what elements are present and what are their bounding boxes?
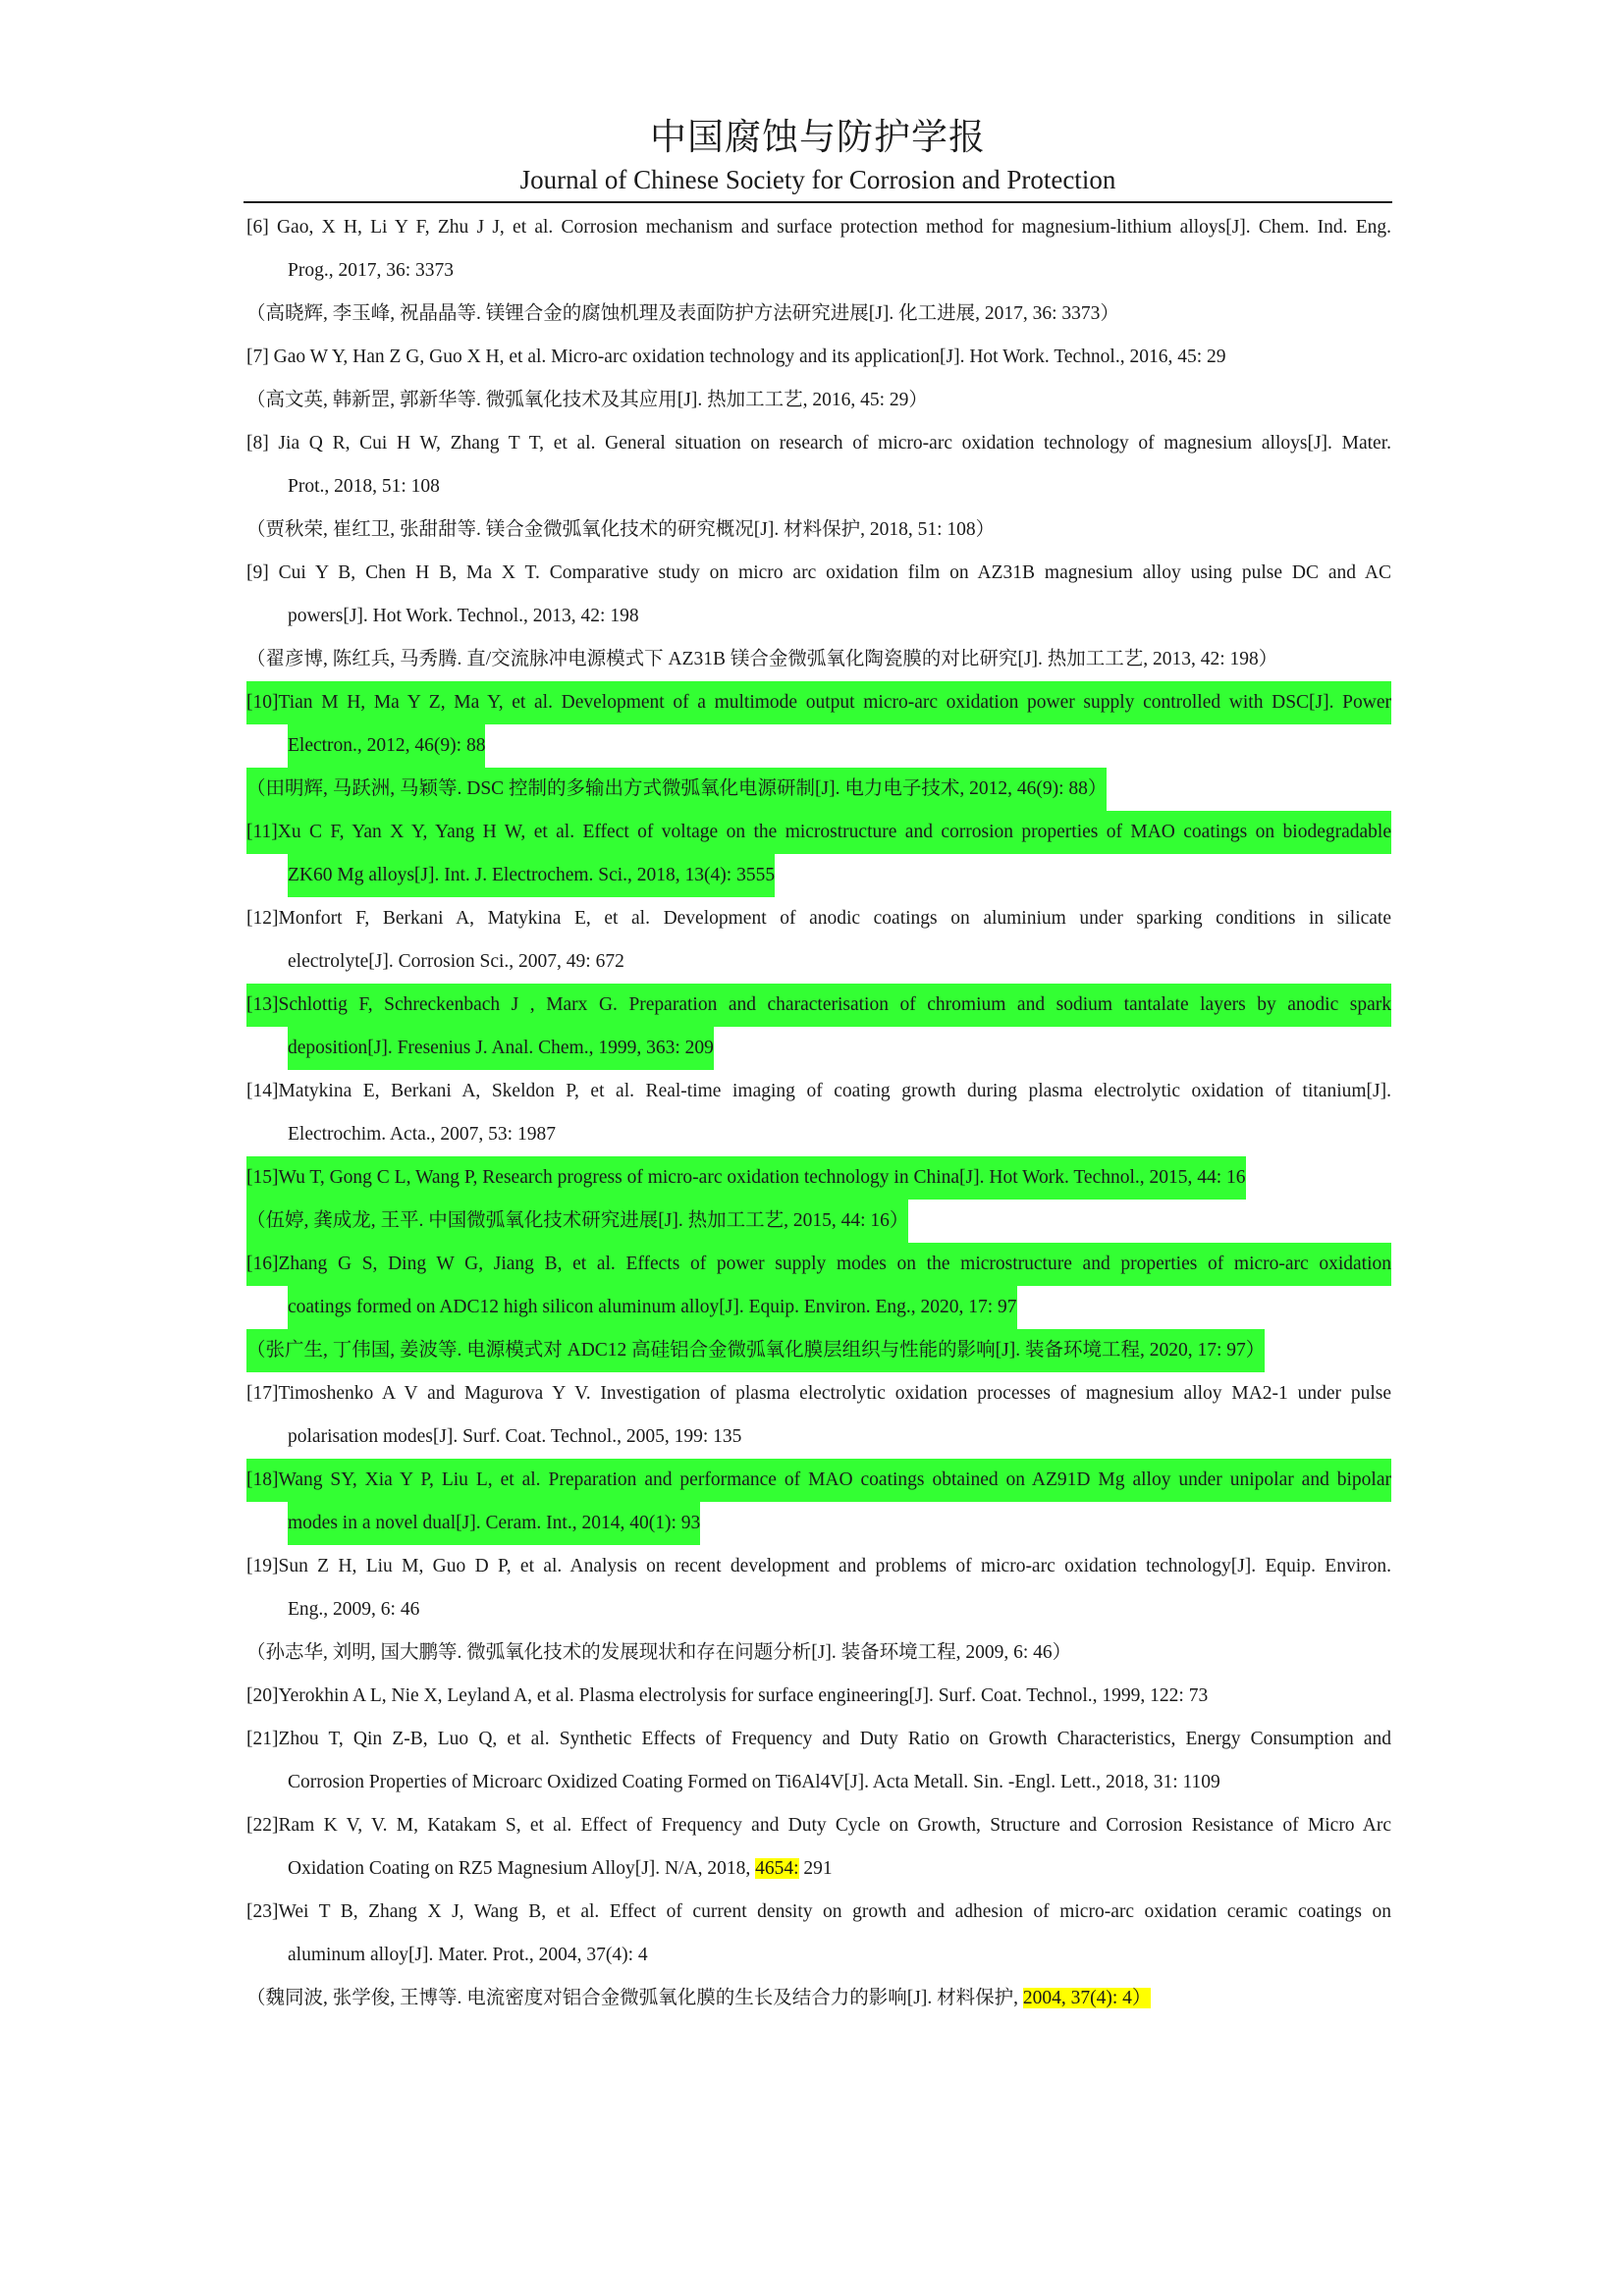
ref-14-line2: Electrochim. Acta., 2007, 53: 1987 [288,1124,556,1145]
journal-title-cn: 中国腐蚀与防护学报 [650,118,986,158]
ref-22-line2-tail: 291 [798,1858,833,1879]
ref-16-line1: [16]Zhang G S, Ding W G, Jiang B, et al. Effects of power supply modes on the microstructure and properties of micro-arc oxidation [246,1243,1391,1286]
ref-9-line2: powers[J]. Hot Work. Technol., 2013, 42: 198 [288,606,639,626]
ref-7-cn: （高文英, 韩新罡, 郭新华等. 微弧氧化技术及其应用[J]. 热加工工艺, 2016, 45: 29） [246,390,928,410]
ref-23-line1: [23]Wei T B, Zhang X J, Wang B, et al. Effect of current density on growth and adhesion of micro-arc oxidation ceramic coatings on [246,1901,1391,1922]
ref-12-line1: [12]Monfort F, Berkani A, Matykina E, et al. Development of anodic coatings on aluminium under sparking conditions in silicate [246,908,1391,929]
ref-8-cn: （贾秋荣, 崔红卫, 张甜甜等. 镁合金微弧氧化技术的研究概况[J]. 材料保护, 2018, 51: 108） [246,519,996,540]
ref-11-line2: ZK60 Mg alloys[J]. Int. J. Electrochem. Sci., 2018, 13(4): 3555 [288,854,775,897]
journal-title-en: Journal of Chinese Society for Corrosion and Protection [519,165,1116,194]
ref-21-line1: [21]Zhou T, Qin Z-B, Luo Q, et al. Synthetic Effects of Frequency and Duty Ratio on Growth Characteristics, Energy Consumption and [246,1729,1391,1749]
ref-22-line2-text: Oxidation Coating on RZ5 Magnesium Alloy[J]. N/A, 2018, [288,1858,756,1879]
ref-13-line1: [13]Schlottig F, Schreckenbach J , Marx G. Preparation and characterisation of chromium and sodium tantalate layers by anodic spark [246,984,1391,1027]
ref-19-line1: [19]Sun Z H, Liu M, Guo D P, et al. Analysis on recent development and problems of micro-arc oxidation technology[J]. Equip. Environ. [246,1556,1391,1576]
ref-9-cn: （翟彦博, 陈红兵, 马秀腾. 直/交流脉冲电源模式下 AZ31B 镁合金微弧氧化陶瓷膜的对比研究[J]. 热加工工艺, 2013, 42: 198） [246,649,1278,669]
ref-15-line1: [15]Wu T, Gong C L, Wang P, Research progress of micro-arc oxidation technology in China[J]. Hot Work. Technol., 2015, 44: 16 [246,1156,1246,1200]
ref-23-cn-text: （魏同波, 张学俊, 王博等. 电流密度对铝合金微弧氧化膜的生长及结合力的影响[J]. 材料保护, [246,1988,1023,2008]
ref-16-line2: coatings formed on ADC12 high silicon aluminum alloy[J]. Equip. Environ. Eng., 2020, 17: 97 [288,1286,1017,1329]
ref-16-cn: （张广生, 丁伟国, 姜波等. 电源模式对 ADC12 高硅铝合金微弧氧化膜层组织与性能的影响[J]. 装备环境工程, 2020, 17: 97） [246,1329,1265,1372]
ref-19-cn: （孙志华, 刘明, 国大鹏等. 微弧氧化技术的发展现状和存在问题分析[J]. 装备环境工程, 2009, 6: 46） [246,1642,1072,1663]
ref-21-line2: Corrosion Properties of Microarc Oxidized Coating Formed on Ti6Al4V[J]. Acta Metall. Sin. -Engl. Lett., 2018, 31: 1109 [288,1772,1220,1792]
ref-22-line1: [22]Ram K V, V. M, Katakam S, et al. Effect of Frequency and Duty Cycle on Growth, Structure and Corrosion Resistance of Micro Arc [246,1815,1391,1836]
ref-14-line1: [14]Matykina E, Berkani A, Skeldon P, et al. Real-time imaging of coating growth during plasma electrolytic oxidation of titanium[J]. [246,1081,1391,1101]
ref-23-cn [246,1977,1151,2020]
ref-10-line1: [10]Tian M H, Ma Y Z, Ma Y, et al. Development of a multimode output micro-arc oxidation power supply controlled with DSC[J]. Power [246,681,1391,724]
ref-7-line1: [7] Gao W Y, Han Z G, Guo X H, et al. Micro-arc oxidation technology and its application[J]. Hot Work. Technol., 2016, 45: 29 [246,347,1226,367]
ref-6-line2: Prog., 2017, 36: 3373 [288,260,455,281]
ref-20-line1: [20]Yerokhin A L, Nie X, Leyland A, et al. Plasma electrolysis for surface engineering[J]. Surf. Coat. Technol., 1999, 122: 73 [246,1685,1209,1706]
header-divider [244,201,1392,203]
ref-8-line2: Prot., 2018, 51: 108 [288,476,440,497]
ref-12-line2: electrolyte[J]. Corrosion Sci., 2007, 49: 672 [288,951,624,972]
ref-23-line2: aluminum alloy[J]. Mater. Prot., 2004, 37(4): 4 [288,1945,648,1965]
ref-18-line1: [18]Wang SY, Xia Y P, Liu L, et al. Preparation and performance of MAO coatings obtained on AZ91D Mg alloy under unipolar and bipolar [246,1459,1391,1502]
ref-8-line1: [8] Jia Q R, Cui H W, Zhang T T, et al. General situation on research of micro-arc oxidation technology of magnesium alloys[J]. Mater. [246,433,1391,454]
ref-18-line2: modes in a novel dual[J]. Ceram. Int., 2014, 40(1): 93 [288,1502,700,1545]
ref-10-cn: （田明辉, 马跃洲, 马颖等. DSC 控制的多输出方式微弧氧化电源研制[J]. 电力电子技术, 2012, 46(9): 88） [246,768,1107,811]
ref-9-line1: [9] Cui Y B, Chen H B, Ma X T. Comparative study on micro arc oxidation film on AZ31B magnesium alloy using pulse DC and AC [246,562,1391,583]
ref-19-line2: Eng., 2009, 6: 46 [288,1599,420,1620]
ref-6-cn: （高晓辉, 李玉峰, 祝晶晶等. 镁锂合金的腐蚀机理及表面防护方法研究进展[J]. 化工进展, 2017, 36: 3373） [246,303,1119,324]
ref-13-line2: deposition[J]. Fresenius J. Anal. Chem., 1999, 363: 209 [288,1027,714,1070]
journal-header [244,116,1392,196]
ref-6-line1: [6] Gao, X H, Li Y F, Zhu J J, et al. Corrosion mechanism and surface protection method for magnesium-lithium alloys[J]. Chem. Ind. Eng. [246,217,1391,238]
ref-17-line2: polarisation modes[J]. Surf. Coat. Technol., 2005, 199: 135 [288,1426,742,1447]
ref-15-cn: （伍婷, 龚成龙, 王平. 中国微弧氧化技术研究进展[J]. 热加工工艺, 2015, 44: 16） [246,1200,908,1243]
ref-11-line1: [11]Xu C F, Yan X Y, Yang H W, et al. Effect of voltage on the microstructure and corrosion properties of MAO coatings on biodegradable [246,811,1391,854]
ref-17-line1: [17]Timoshenko A V and Magurova Y V. Investigation of plasma electrolytic oxidation processes of magnesium alloy MA2-1 under pulse [246,1383,1391,1404]
ref-10-line2: Electron., 2012, 46(9): 88 [288,724,485,768]
ref-22-yellow-mark: 4654: [755,1858,799,1879]
ref-23-yellow-mark: 2004, 37(4): 4） [1022,1988,1152,2008]
ref-22-line2 [288,1847,833,1891]
